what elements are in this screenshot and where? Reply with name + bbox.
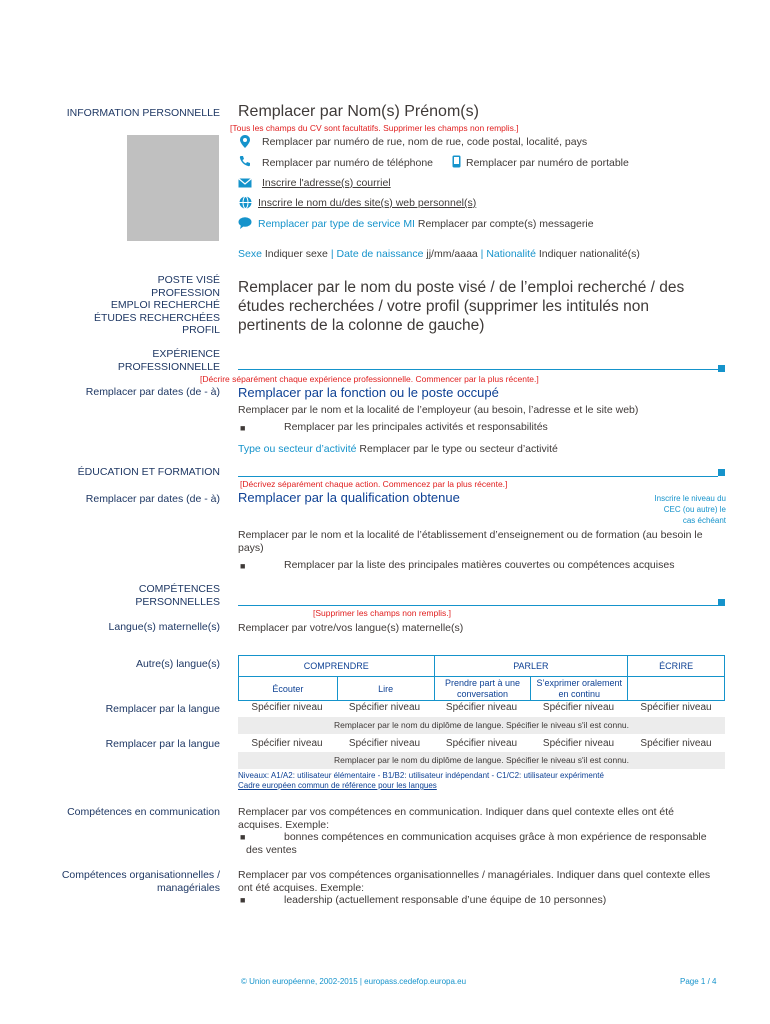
education-title: Remplacer par la qualification obtenue (238, 490, 460, 505)
education-divider (238, 476, 718, 477)
education-bullet: ■ (240, 561, 246, 571)
language-diploma: Remplacer par le nom du diplôme de langue. Spécifier le niveau s'il est connu. (238, 752, 725, 769)
language-levels-row: Spécifier niveau Spécifier niveau Spécifier niveau Spécifier niveau Spécifier niveau (251, 702, 712, 713)
subheader-read: Lire (337, 677, 434, 701)
experience-divider (238, 369, 718, 370)
subheader-interact: Prendre part à une conversation (434, 677, 531, 701)
organisational-text: Remplacer par vos compétences organisationnelles / managériales. Indiquer dans quel contexte elles ont été acquises. Exemple: (238, 869, 711, 894)
email-link[interactable]: Inscrire l'adresse(s) courriel (262, 177, 391, 189)
education-institution: Remplacer par le nom et la localité de l’établissement d’enseignement ou de formation (au besoin le pays) (238, 529, 703, 554)
experience-employer: Remplacer par le nom et la localité de l’employeur (au besoin, l’adresse et le site web) (238, 404, 639, 416)
language-name: Remplacer par la langue (105, 738, 220, 750)
header-write: ÉCRIRE (628, 656, 725, 677)
organisational-label: Compétences organisationnelles / managériales (61, 869, 220, 894)
education-level: Inscrire le niveau du CEC (ou autre) le cas échéant (654, 494, 726, 525)
mother-tongue-value: Remplacer par votre/vos langue(s) maternelle(s) (238, 622, 464, 634)
position-text: Remplacer par le nom du poste visé / de l’emploi recherché / des études recherchées / votre profil (supprimer les intitulés non pertinents de la colonne de gauche) (238, 279, 685, 334)
language-name: Remplacer par la langue (105, 703, 220, 715)
mobile-icon (452, 155, 461, 168)
experience-marker (718, 365, 725, 372)
location-pin-icon (238, 135, 252, 149)
personal-details-line: Sexe Indiquer sexe | Date de naissance jj/mm/aaaa | Nationalité Indiquer nationalité(s) (238, 248, 640, 260)
im-account: Remplacer par compte(s) messagerie (417, 218, 594, 230)
cefr-link[interactable]: Cadre européen commun de référence pour les langues (238, 781, 437, 790)
experience-note: [Décrire séparément chaque expérience professionnelle. Commencer par la plus récente.] (200, 374, 539, 384)
mother-tongue-label: Langue(s) maternelle(s) (108, 621, 220, 633)
section-label-position: POSTE VISÉ PROFESSION EMPLOI RECHERCHÉ ÉTUDES RECHERCHÉES PROFIL (93, 274, 220, 336)
phone-text: Remplacer par numéro de téléphone (262, 157, 434, 169)
skills-divider (238, 605, 718, 606)
section-label-skills: COMPÉTENCES PERSONNELLES (135, 583, 220, 608)
footer-page-number: Page 1 / 4 (680, 977, 717, 986)
education-note: [Décrivez séparément chaque action. Commencez par la plus récente.] (240, 479, 508, 489)
footer-copyright: © Union européenne, 2002-2015 | europass.cedefop.europa.eu (241, 977, 467, 986)
chat-bubble-icon (238, 217, 252, 231)
education-marker (718, 469, 725, 476)
phone-icon (238, 155, 252, 169)
experience-activities: Remplacer par les principales activités et responsabilités (284, 421, 548, 433)
skills-marker (718, 599, 725, 606)
person-name: Remplacer par Nom(s) Prénom(s) (238, 103, 479, 120)
mobile-text: Remplacer par numéro de portable (466, 157, 629, 169)
experience-sector: Type ou secteur d’activité Remplacer par le type ou secteur d’activité (238, 443, 558, 455)
communication-bullet-text: bonnes compétences en communication acquises grâce à mon expérience de responsable (284, 831, 707, 843)
experience-title: Remplacer par la fonction ou le poste occupé (238, 385, 499, 400)
education-subjects: Remplacer par la liste des principales matières couvertes ou compétences acquises (284, 559, 675, 571)
section-label-education: ÉDUCATION ET FORMATION (77, 466, 220, 478)
envelope-icon (238, 177, 252, 191)
header-speak: PARLER (434, 656, 628, 677)
other-languages-label: Autre(s) langue(s) (135, 658, 220, 670)
levels-note: Niveaux: A1/A2: utilisateur élémentaire - B1/B2: utilisateur indépendant - C1/C2: utilisateur expérimenté (238, 771, 604, 780)
experience-dates: Remplacer par dates (de - à) (85, 386, 220, 398)
subheader-listen: Écouter (239, 677, 338, 701)
section-label-personal: INFORMATION PERSONNELLE (66, 107, 220, 119)
address-text: Remplacer par numéro de rue, nom de rue, code postal, localité, pays (262, 136, 588, 148)
communication-label: Compétences en communication (67, 806, 220, 818)
organisational-bullet-text: leadership (actuellement responsable d’une équipe de 10 personnes) (284, 894, 607, 906)
communication-text: Remplacer par vos compétences en communication. Indiquer dans quel contexte elles ont été acquises. Exemple: (238, 806, 674, 831)
education-dates: Remplacer par dates (de - à) (85, 493, 220, 505)
organisational-bullet: ■ (240, 895, 246, 905)
communication-bullet: ■ (240, 832, 246, 842)
communication-bullet-text-cont: des ventes (246, 844, 297, 856)
im-type: Remplacer par type de service MI (258, 218, 415, 230)
subheader-produce: S’exprimer oralement en continu (531, 677, 628, 701)
language-diploma: Remplacer par le nom du diplôme de langue. Spécifier le niveau s'il est connu. (238, 717, 725, 734)
section-label-experience: EXPÉRIENCE PROFESSIONNELLE (117, 348, 220, 373)
language-levels-row: Spécifier niveau Spécifier niveau Spécifier niveau Spécifier niveau Spécifier niveau (251, 738, 712, 749)
skills-note: [Supprimer les champs non remplis.] (313, 608, 451, 618)
personal-note: [Tous les champs du CV sont facultatifs. Supprimer les champs non remplis.] (230, 123, 519, 133)
languages-table (238, 655, 725, 701)
photo-placeholder (127, 135, 219, 241)
globe-icon (238, 196, 252, 210)
header-understand: COMPRENDRE (239, 656, 435, 677)
website-link[interactable]: Inscrire le nom du/des site(s) web personnel(s) (258, 197, 477, 209)
experience-bullet: ■ (240, 423, 246, 433)
